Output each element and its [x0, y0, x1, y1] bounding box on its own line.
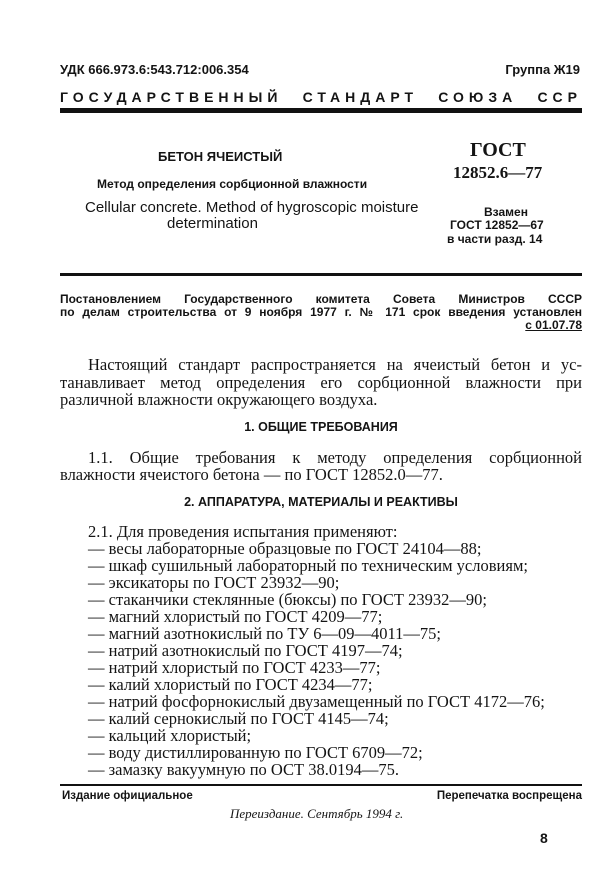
- section1-p1-line2: влажности ячеистого бетона — по ГОСТ 12852.0—77.: [60, 465, 443, 484]
- list-item: — воду дистиллированную по ГОСТ 6709—72;: [88, 743, 423, 762]
- replaced-gost: ГОСТ 12852—67: [450, 218, 544, 232]
- decree-line2: по делам строительства от 9 ноября 1977 г. № 171 срок введения установлен: [60, 305, 582, 319]
- list-item: — калий хлористый по ГОСТ 4234—77;: [88, 675, 373, 694]
- list-item: — эксикаторы по ГОСТ 23932—90;: [88, 573, 340, 592]
- list-item: — стаканчики стеклянные (бюксы) по ГОСТ 23932—90;: [88, 590, 487, 609]
- gost-number: 12852.6—77: [453, 163, 543, 182]
- reprint-notice: Перепечатка воспрещена: [436, 790, 582, 802]
- intro-line3: различной влажности окружающего воздуха.: [60, 390, 378, 409]
- group-code: Группа Ж19: [505, 62, 580, 77]
- list-item: — калий сернокислый по ГОСТ 4145—74;: [88, 709, 389, 728]
- list-item: — кальций хлористый;: [88, 726, 252, 745]
- section1-p1-line1: 1.1. Общие требования к методу определения сорбционной: [88, 448, 582, 467]
- header-rule: [60, 108, 582, 113]
- footer-rule: [60, 784, 582, 786]
- section2-intro: 2.1. Для проведения испытания применяют:: [88, 522, 398, 541]
- english-title-line1: Cellular concrete. Method of hygroscopic moisture: [85, 199, 419, 216]
- replaces-label: Взамен: [484, 205, 528, 219]
- list-item: — шкаф сушильный лабораторный по техническим условиям;: [88, 556, 528, 575]
- english-title-line2: determination: [167, 215, 258, 232]
- document-title: БЕТОН ЯЧЕИСТЫЙ: [158, 149, 283, 164]
- list-item: — натрий хлористый по ГОСТ 4233—77;: [88, 658, 381, 677]
- intro-line1: Настоящий стандарт распространяется на ячеистый бетон и ус-: [88, 355, 582, 374]
- reissue-note: Переиздание. Сентябрь 1994 г.: [230, 806, 404, 821]
- decree-line1: Постановлением Государственного комитета Совета Министров СССР: [60, 292, 582, 306]
- list-item: — весы лабораторные образцовые по ГОСТ 24104—88;: [88, 539, 482, 558]
- list-item: — натрий азотнокислый по ГОСТ 4197—74;: [88, 641, 403, 660]
- document-subtitle: Метод определения сорбционной влажности: [97, 177, 368, 191]
- intro-line2: танавливает метод определения его сорбционной влажности при: [60, 373, 582, 392]
- udk-code: УДК 666.973.6:543.712:006.354: [60, 62, 249, 77]
- standard-banner: ГОСУДАРСТВЕННЫЙ СТАНДАРТ СОЮЗА ССР: [60, 89, 582, 105]
- title-rule: [60, 273, 582, 276]
- page-number: 8: [540, 830, 548, 846]
- section1-heading: 1. ОБЩИЕ ТРЕБОВАНИЯ: [244, 420, 398, 434]
- list-item: — натрий фосфорнокислый двузамещенный по ГОСТ 4172—76;: [88, 692, 545, 711]
- list-item: — замазку вакуумную по ОСТ 38.0194—75.: [88, 760, 400, 779]
- section2-heading: 2. АППАРАТУРА, МАТЕРИАЛЫ И РЕАКТИВЫ: [184, 495, 458, 509]
- list-item: — магний азотнокислый по ТУ 6—09—4011—75;: [88, 624, 441, 643]
- replaced-section: в части разд. 14: [447, 232, 543, 246]
- list-item: — магний хлористый по ГОСТ 4209—77;: [88, 607, 383, 626]
- official-edition: Издание официальное: [62, 790, 193, 802]
- gost-label: ГОСТ: [470, 139, 526, 161]
- effective-date: с 01.07.78: [525, 318, 582, 332]
